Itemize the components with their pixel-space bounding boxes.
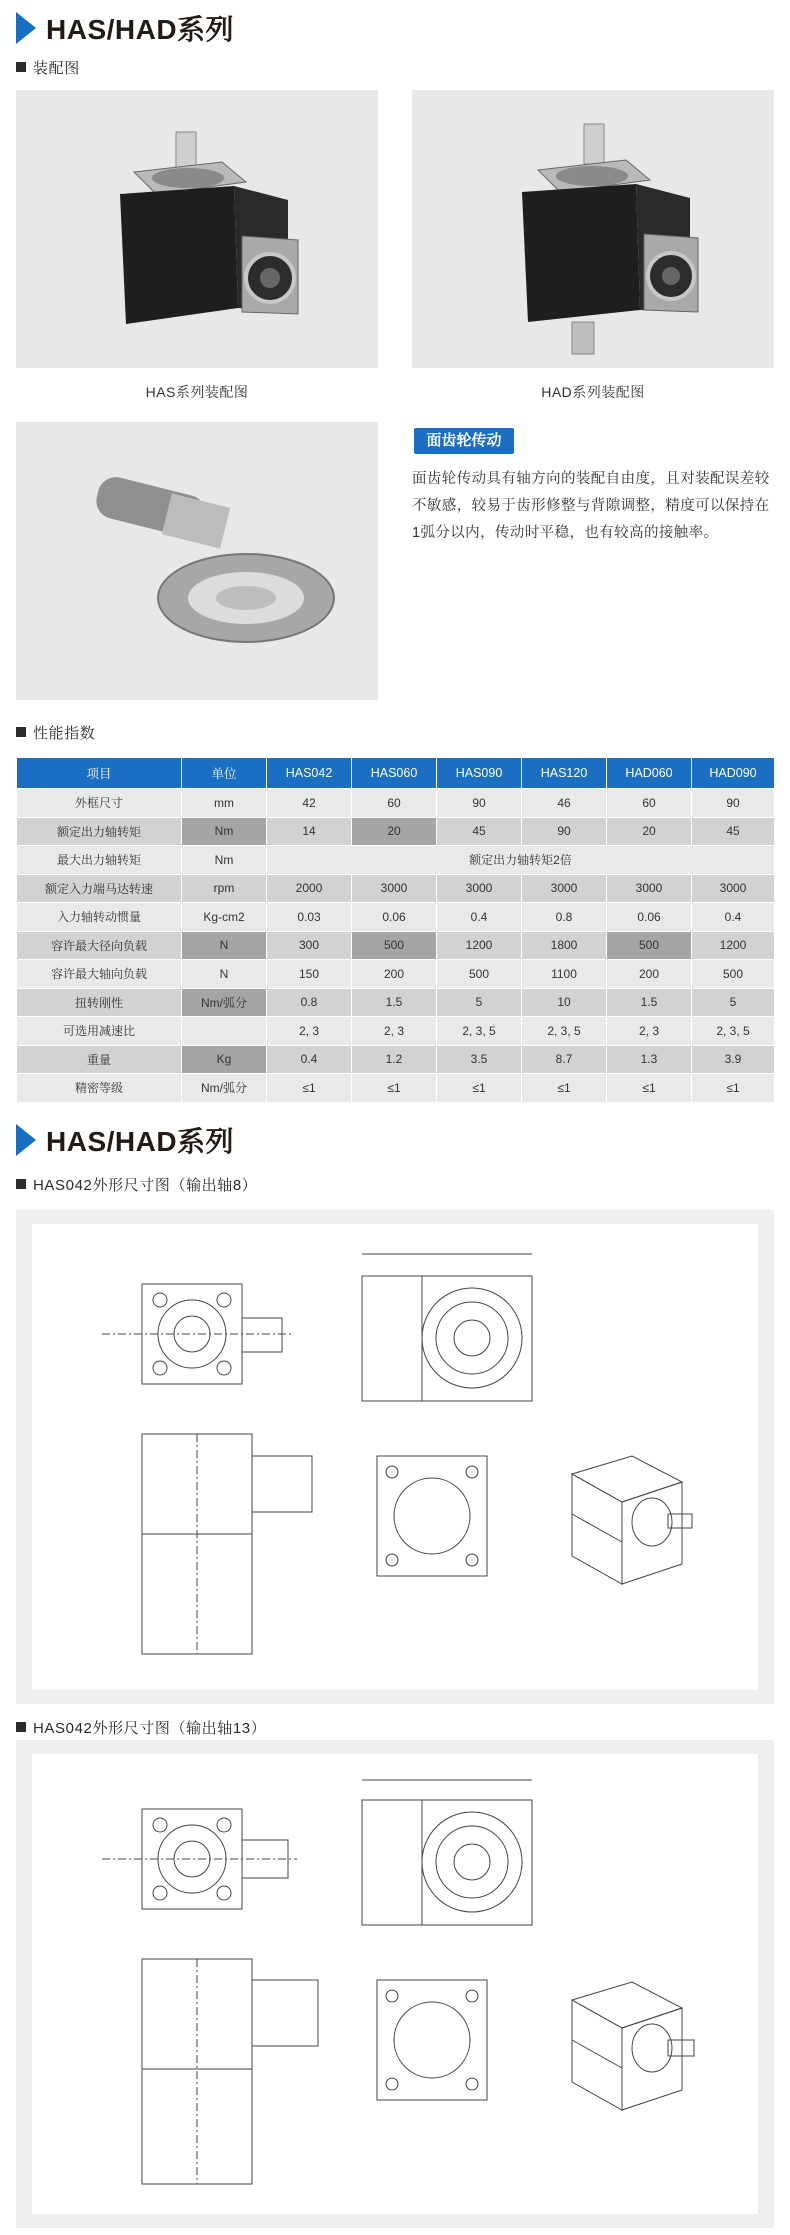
spec-value: ≤1 bbox=[607, 1074, 692, 1103]
spec-value: 46 bbox=[522, 789, 607, 818]
spec-value: 20 bbox=[352, 817, 437, 846]
section-title-2 bbox=[16, 1120, 234, 1160]
section-title-text: HAS/HAD系列 bbox=[46, 1126, 235, 1157]
spec-value: 2, 3 bbox=[352, 1017, 437, 1046]
had-assembly-image bbox=[412, 90, 774, 368]
spec-item: 扭转刚性 bbox=[17, 988, 182, 1017]
spec-unit: Kg bbox=[182, 1045, 267, 1074]
spec-value: 1.2 bbox=[352, 1045, 437, 1074]
spec-value: ≤1 bbox=[267, 1074, 352, 1103]
spec-value: 200 bbox=[607, 960, 692, 989]
table-row bbox=[17, 817, 775, 846]
spec-value: 0.4 bbox=[437, 903, 522, 932]
spec-value: 5 bbox=[692, 988, 775, 1017]
spec-value: 2, 3 bbox=[267, 1017, 352, 1046]
spec-value: ≤1 bbox=[437, 1074, 522, 1103]
spec-value: 1200 bbox=[692, 931, 775, 960]
spec-item: 精密等级 bbox=[17, 1074, 182, 1103]
table-row bbox=[17, 874, 775, 903]
spec-subtitle bbox=[16, 720, 95, 744]
drawing1-canvas bbox=[32, 1224, 758, 1690]
spec-header-row bbox=[17, 758, 775, 789]
drawing1-subtitle bbox=[16, 1172, 257, 1196]
section-title-text: HAS/HAD系列 bbox=[46, 14, 235, 45]
bottom-left-view bbox=[142, 1434, 312, 1654]
spec-item: 重量 bbox=[17, 1045, 182, 1074]
bottom-middle-view bbox=[377, 1980, 487, 2100]
spec-value: 0.4 bbox=[267, 1045, 352, 1074]
spec-unit: Nm/弧分 bbox=[182, 988, 267, 1017]
spec-value: 3000 bbox=[522, 874, 607, 903]
square-bullet-icon bbox=[16, 727, 26, 737]
isometric-view bbox=[572, 1456, 692, 1584]
table-row bbox=[17, 903, 775, 932]
spec-value: 8.7 bbox=[522, 1045, 607, 1074]
spec-value: 1.3 bbox=[607, 1045, 692, 1074]
drawing2-subtitle-text: HAS042外形尺寸图（输出轴13） bbox=[33, 1719, 267, 1737]
has-assembly-image bbox=[16, 90, 378, 368]
spec-value: 200 bbox=[352, 960, 437, 989]
spec-value: 0.8 bbox=[267, 988, 352, 1017]
spec-value: 500 bbox=[607, 931, 692, 960]
assembly-subtitle bbox=[16, 55, 80, 79]
bottom-middle-view bbox=[377, 1456, 487, 1576]
spec-value: 90 bbox=[522, 817, 607, 846]
spec-value: 0.06 bbox=[352, 903, 437, 932]
spec-unit: Nm bbox=[182, 846, 267, 875]
spec-value: 3000 bbox=[437, 874, 522, 903]
spec-value: 500 bbox=[692, 960, 775, 989]
spec-unit: Kg-cm2 bbox=[182, 903, 267, 932]
spec-value: 60 bbox=[352, 789, 437, 818]
spec-item: 额定出力轴转矩 bbox=[17, 817, 182, 846]
spec-value: 0.4 bbox=[692, 903, 775, 932]
isometric-view bbox=[572, 1982, 694, 2110]
spec-unit: Nm/弧分 bbox=[182, 1074, 267, 1103]
spec-header-cell: HAS060 bbox=[352, 758, 437, 789]
spec-value: 150 bbox=[267, 960, 352, 989]
spec-header-cell: 项目 bbox=[17, 758, 182, 789]
spec-value: 1800 bbox=[522, 931, 607, 960]
spec-value: 2, 3 bbox=[607, 1017, 692, 1046]
spec-value: 3000 bbox=[352, 874, 437, 903]
front-view bbox=[102, 1284, 292, 1384]
spec-value: ≤1 bbox=[692, 1074, 775, 1103]
spec-value: 300 bbox=[267, 931, 352, 960]
spec-value: 90 bbox=[692, 789, 775, 818]
spec-header-cell: 单位 bbox=[182, 758, 267, 789]
has-assembly-caption: HAS系列装配图 bbox=[145, 384, 249, 400]
square-bullet-icon bbox=[16, 62, 26, 72]
spec-value: 1100 bbox=[522, 960, 607, 989]
triangle-marker-icon bbox=[16, 1124, 36, 1156]
table-row bbox=[17, 846, 775, 875]
spec-unit: mm bbox=[182, 789, 267, 818]
table-row bbox=[17, 1017, 775, 1046]
spec-subtitle-text: 性能指数 bbox=[33, 724, 96, 742]
drawing2-canvas bbox=[32, 1754, 758, 2214]
spec-item: 额定入力端马达转速 bbox=[17, 874, 182, 903]
spec-value: 500 bbox=[352, 931, 437, 960]
had-assembly-caption: HAD系列装配图 bbox=[541, 384, 645, 400]
section-title-1 bbox=[16, 8, 234, 48]
spec-value: 10 bbox=[522, 988, 607, 1017]
spec-header-cell: HAD090 bbox=[692, 758, 775, 789]
spec-item: 外框尺寸 bbox=[17, 789, 182, 818]
face-gear-image bbox=[16, 422, 378, 700]
spec-unit: N bbox=[182, 931, 267, 960]
spec-value: 500 bbox=[437, 960, 522, 989]
drawing1-subtitle-text: HAS042外形尺寸图（输出轴8） bbox=[33, 1176, 258, 1194]
assembly-subtitle-text: 装配图 bbox=[33, 59, 80, 77]
table-row bbox=[17, 789, 775, 818]
table-row bbox=[17, 1045, 775, 1074]
spec-value: 3000 bbox=[692, 874, 775, 903]
spec-unit: Nm bbox=[182, 817, 267, 846]
side-view bbox=[362, 1254, 532, 1401]
square-bullet-icon bbox=[16, 1722, 26, 1732]
spec-header-cell: HAS120 bbox=[522, 758, 607, 789]
drawing2-frame bbox=[16, 1740, 774, 2228]
spec-header-cell: HAS042 bbox=[267, 758, 352, 789]
spec-merged-value: 额定出力轴转矩2倍 bbox=[267, 846, 775, 875]
table-row bbox=[17, 1074, 775, 1103]
spec-value: 0.06 bbox=[607, 903, 692, 932]
drawing2-subtitle bbox=[16, 1715, 266, 1739]
spec-value: 2000 bbox=[267, 874, 352, 903]
spec-item: 入力轴转动惯量 bbox=[17, 903, 182, 932]
bottom-left-view bbox=[142, 1959, 318, 2184]
spec-value: 2, 3, 5 bbox=[692, 1017, 775, 1046]
table-row bbox=[17, 988, 775, 1017]
table-row bbox=[17, 931, 775, 960]
spec-value: 3000 bbox=[607, 874, 692, 903]
spec-value: 0.03 bbox=[267, 903, 352, 932]
spec-unit: N bbox=[182, 960, 267, 989]
spec-value: 1.5 bbox=[352, 988, 437, 1017]
drawing1-frame bbox=[16, 1210, 774, 1704]
spec-value: 20 bbox=[607, 817, 692, 846]
spec-value: 3.9 bbox=[692, 1045, 775, 1074]
spec-value: ≤1 bbox=[352, 1074, 437, 1103]
spec-value: 45 bbox=[437, 817, 522, 846]
spec-item: 容许最大轴向负载 bbox=[17, 960, 182, 989]
spec-header-cell: HAD060 bbox=[607, 758, 692, 789]
spec-value: 45 bbox=[692, 817, 775, 846]
spec-item: 可选用减速比 bbox=[17, 1017, 182, 1046]
table-row bbox=[17, 960, 775, 989]
spec-item: 容许最大径向负载 bbox=[17, 931, 182, 960]
spec-value: 60 bbox=[607, 789, 692, 818]
face-gear-description: 面齿轮传动具有轴方向的装配自由度，且对装配误差较不敏感，较易于齿形修整与背隙调整，精度可以保持在1弧分以内，传动时平稳，也有较高的接触率。 bbox=[412, 471, 770, 541]
spec-value: 1.5 bbox=[607, 988, 692, 1017]
spec-value: 3.5 bbox=[437, 1045, 522, 1074]
spec-value: 42 bbox=[267, 789, 352, 818]
spec-header-cell: HAS090 bbox=[437, 758, 522, 789]
spec-value: 1200 bbox=[437, 931, 522, 960]
spec-value: 14 bbox=[267, 817, 352, 846]
spec-unit bbox=[182, 1017, 267, 1046]
spec-unit: rpm bbox=[182, 874, 267, 903]
front-view bbox=[102, 1809, 297, 1909]
spec-value: 0.8 bbox=[522, 903, 607, 932]
spec-value: 5 bbox=[437, 988, 522, 1017]
triangle-marker-icon bbox=[16, 12, 36, 44]
spec-table bbox=[16, 757, 775, 1103]
spec-value: ≤1 bbox=[522, 1074, 607, 1103]
square-bullet-icon bbox=[16, 1179, 26, 1189]
spec-value: 2, 3, 5 bbox=[522, 1017, 607, 1046]
face-gear-tag: 面齿轮传动 bbox=[414, 428, 514, 454]
side-view bbox=[362, 1780, 532, 1925]
spec-value: 2, 3, 5 bbox=[437, 1017, 522, 1046]
spec-item: 最大出力轴转矩 bbox=[17, 846, 182, 875]
spec-value: 90 bbox=[437, 789, 522, 818]
